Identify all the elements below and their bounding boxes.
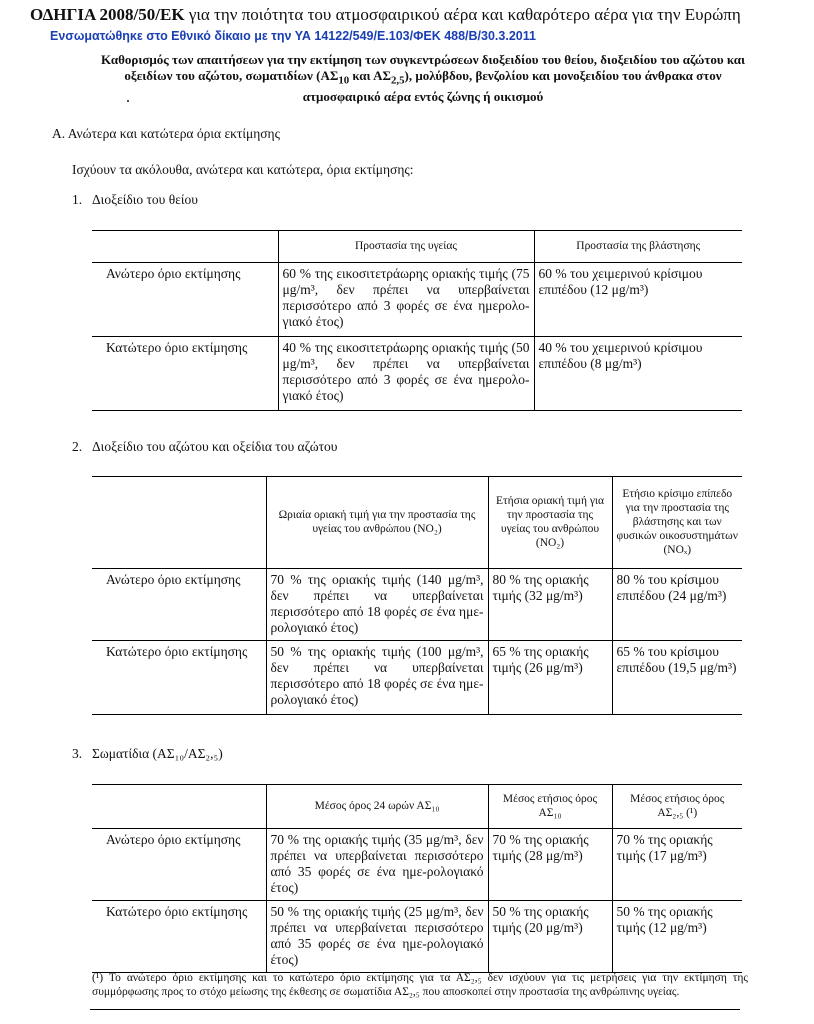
section-a-heading: Α. Ανώτερα και κατώτερα όρια εκτίμησης [52, 126, 280, 141]
table-cell: 70 % της οριακής τιμής (35 μg/m³, δεν πρέπει να υπερβαίνεται περισσότερο από 35 φορές σε ένα ημε-ρολογιακό έτος) [266, 829, 488, 901]
table-cell: 60 % του χειμερινού κρίσιμου επιπέδου (12 μg/m³) [534, 263, 742, 337]
table-cell: 70 % της οριακής τιμής (17 μg/m³) [612, 829, 742, 901]
row-label-lower: Κατώτερο όριο εκτίμησης [92, 337, 278, 411]
table-cell: 40 % της εικοσιτετράωρης οριακής τιμής (50 μg/m³, δεν πρέπει να υπερβαίνεται περισσότερο από 3 φορές σε ένα ημερολο-γιακό έτος) [278, 337, 534, 411]
col-header-annual-pm10: Μέσος ετήσιος όρος ΑΣ₁₀ [488, 785, 612, 829]
row-label-lower: Κατώτερο όριο εκτίμησης [92, 901, 266, 973]
transposition-note: Ενσωματώθηκε στο Εθνικό δίκαιο με την ΥΑ 14122/549/Ε.103/ΦΕΚ 488/Β/30.3.2011 [50, 29, 536, 43]
table-row-lower [92, 901, 742, 973]
table-row-upper [92, 263, 742, 337]
annex-heading-line-3: ατμοσφαιρικό αέρα εντός ζώνης ή οικισμού [302, 88, 544, 104]
row-label-upper: Ανώτερο όριο εκτίμησης [92, 263, 278, 337]
table-header-row [92, 785, 742, 829]
section-a-intro: Ισχύουν τα ακόλουθα, ανώτερα και κατώτερα, όρια εκτίμησης: [72, 162, 414, 177]
row-label-upper: Ανώτερο όριο εκτίμησης [92, 829, 266, 901]
table-row-upper [92, 569, 742, 641]
table-sulphur-dioxide [92, 230, 742, 411]
table-cell: 70 % της οριακής τιμής (28 μg/m³) [488, 829, 612, 901]
table-cell: 50 % της οριακής τιμής (12 μg/m³) [612, 901, 742, 973]
footnote-rule [90, 1009, 740, 1010]
subsection-2-title: 2. Διοξείδιο του αζώτου και οξείδια του αζώτου [72, 439, 338, 454]
col-header-24h: Μέσος όρος 24 ωρών ΑΣ₁₀ [266, 785, 488, 829]
row-label-lower: Κατώτερο όριο εκτίμησης [92, 641, 266, 715]
table-cell: 80 % της οριακής τιμής (32 μg/m³) [488, 569, 612, 641]
table-row-lower [92, 337, 742, 411]
table-cell: 70 % της οριακής τιμής (140 μg/m³, δεν πρέπει να υπερβαίνεται περισσότερο από 18 φορές σε ένα ημε-ρολογιακό έτος) [266, 569, 488, 641]
table-row-lower [92, 641, 742, 715]
table-cell: 65 % της οριακής τιμής (26 μg/m³) [488, 641, 612, 715]
table-header-row [92, 231, 742, 263]
table-cell: 80 % του κρίσιμου επιπέδου (24 μg/m³) [612, 569, 742, 641]
footnote: (¹) Το ανώτερο όριο εκτίμησης και το κατώτερο όριο εκτίμησης για τα ΑΣ₂,₅ δεν ισχύουν για τις μετρήσεις για την εκτίμηση της συμμόρφωσης προς το στόχο μείωσης της έκθεσης σε σωματίδια ΑΣ₂,₅ που αποσκοπεί στην προστασία της ανθρώπινης υγείας. [92, 972, 748, 998]
table-nitrogen-dioxide [92, 476, 742, 715]
col-header-annual-pm25: Μέσος ετήσιος όρος ΑΣ₂,₅ (¹) [612, 785, 742, 829]
subsection-1-title: 1. Διοξείδιο του θείου [72, 192, 198, 207]
table-cell: 60 % της εικοσιτετράωρης οριακής τιμής (75 μg/m³, δεν πρέπει να υπερβαίνεται περισσότερο από 3 φορές σε ένα ημερολο-γιακό έτος) [278, 263, 534, 337]
col-header-vegetation: Προστασία της βλάστησης [534, 231, 742, 263]
row-label-upper: Ανώτερο όριο εκτίμησης [92, 569, 266, 641]
directive-number: ΟΔΗΓΙΑ 2008/50/ΕΚ [30, 5, 185, 24]
table-cell: 50 % της οριακής τιμής (20 μg/m³) [488, 901, 612, 973]
annex-heading-line-2: οξειδίων του αζώτου, σωματιδίων ($A\Sigma_{10}$ και $A\Sigma_{2,5}$), μολύβδου, βενζολίου και μονοξειδίου του άνθρακα στον [124, 67, 722, 87]
table-particulate-matter [92, 784, 742, 973]
document-title [30, 5, 741, 25]
directive-title: για την ποιότητα του ατμοσφαιρικού αέρα και καθαρότερο αέρα για την Ευρώπη [184, 5, 741, 24]
col-header-health: Προστασία της υγείας [278, 231, 534, 263]
annex-heading-line-1: Καθορισμός των απαιτήσεων για την εκτίμηση των συγκεντρώσεων διοξειδίου του θείου, διοξειδίου του αζώτου και [100, 52, 746, 67]
annex-heading [88, 52, 758, 104]
table-cell: 50 % της οριακής τιμής (25 μg/m³, δεν πρέπει να υπερβαίνεται περισσότερο από 35 φορές σε ένα ημε-ρολογιακό έτος) [266, 901, 488, 973]
col-header-annual: Ετήσια οριακή τιμή για την προστασία της υγείας του ανθρώπου (NO₂) [488, 477, 612, 569]
table-cell: 40 % του χειμερινού κρίσιμου επιπέδου (8 μg/m³) [534, 337, 742, 411]
table-header-row [92, 477, 742, 569]
table-cell: 65 % του κρίσιμου επιπέδου (19,5 μg/m³) [612, 641, 742, 715]
col-header-hourly: Ωριαία οριακή τιμή για την προστασία της υγείας του ανθρώπου (NO₂) [266, 477, 488, 569]
scan-dot [127, 100, 129, 102]
table-cell: 50 % της οριακής τιμής (100 μg/m³, δεν πρέπει να υπερβαίνεται περισσότερο από 18 φορές σε ένα ημε-ρολογιακό έτος) [266, 641, 488, 715]
col-header-critical: Ετήσιο κρίσιμο επίπεδο για την προστασία της βλάστησης και των φυσικών οικοσυστημάτων (NOₓ) [612, 477, 742, 569]
subsection-3-title: 3. Σωματίδια (ΑΣ₁₀/ΑΣ₂,₅) [72, 746, 223, 761]
table-row-upper [92, 829, 742, 901]
